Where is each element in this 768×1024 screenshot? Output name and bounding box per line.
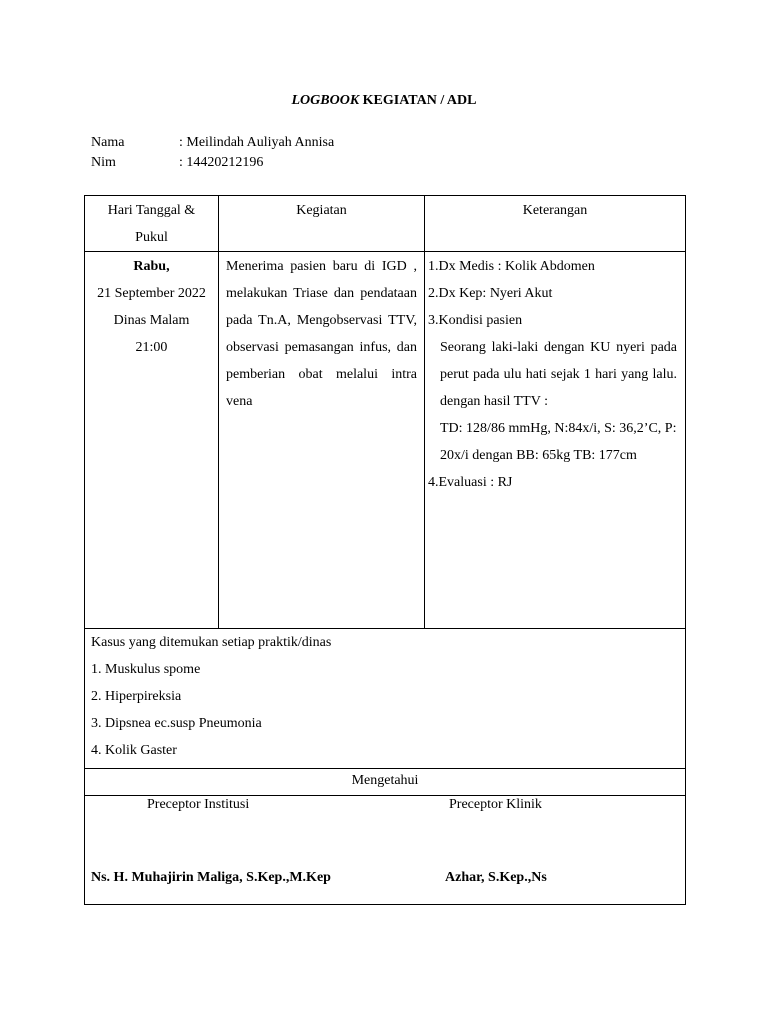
list-item: 4. Kolik Gaster	[91, 743, 177, 758]
signature-row	[85, 796, 686, 905]
notes-cell	[425, 252, 686, 629]
time-label: 21:00	[135, 340, 168, 355]
right-signer-name: Azhar, S.Kep.,Ns	[445, 870, 547, 885]
evaluasi: 4.Evaluasi : RJ	[428, 475, 513, 490]
nim-label: Nim	[91, 155, 116, 170]
day-label: Rabu,	[133, 259, 170, 274]
logbook-table	[84, 195, 686, 905]
header-date: Hari Tanggal & Pukul	[85, 196, 219, 252]
header-activity: Kegiatan	[219, 196, 425, 252]
cases-cell	[85, 629, 686, 769]
header-notes: Keterangan	[425, 196, 686, 252]
list-item: 3. Dipsnea ec.susp Pneumonia	[91, 716, 262, 731]
page-title: LOGBOOK KEGIATAN / ADL	[291, 93, 477, 108]
signature-cell	[85, 796, 686, 905]
cases-row	[85, 629, 686, 769]
date-cell	[85, 252, 219, 629]
right-signer-title: Preceptor Klinik	[449, 797, 542, 812]
nim-row	[91, 155, 263, 171]
shift-label: Dinas Malam	[113, 313, 190, 328]
kondisi-desc: Seorang laki-laki dengan KU nyeri pada perut pada ulu hati sejak 1 hari yang lalu. dengan hasil TTV :	[440, 340, 677, 409]
table-row	[85, 252, 686, 629]
acknowledge-row	[85, 769, 686, 796]
list-item: 2. Hiperpireksia	[91, 689, 182, 704]
acknowledge-label: Mengetahui	[85, 769, 686, 796]
nim-value: : 14420212196	[179, 155, 264, 170]
list-item: 1. Muskulus spome	[91, 662, 201, 677]
name-label: Nama	[91, 135, 125, 150]
name-value: : Meilindah Auliyah Annisa	[179, 135, 335, 150]
activity-cell: Menerima pasien baru di IGD , melakukan Triase dan pendataan pada Tn.A, Mengobservasi TTV, observasi pemasangan infus, dan pemberian obat melalui intra vena	[219, 252, 425, 629]
dx-medis: 1.Dx Medis : Kolik Abdomen	[428, 259, 595, 274]
left-signer-name: Ns. H. Muhajirin Maliga, S.Kep.,M.Kep	[91, 870, 331, 885]
name-row	[91, 135, 334, 151]
date-label: 21 September 2022	[97, 286, 206, 301]
table-header-row	[85, 196, 686, 252]
cases-heading: Kasus yang ditemukan setiap praktik/dinas	[91, 635, 332, 650]
ttv-values: TD: 128/86 mmHg, N:84x/i, S: 36,2’C, P: 20x/i dengan BB: 65kg TB: 177cm	[440, 421, 677, 463]
dx-kep: 2.Dx Kep: Nyeri Akut	[428, 286, 553, 301]
left-signer-title: Preceptor Institusi	[147, 797, 250, 812]
kondisi-heading: 3.Kondisi pasien	[428, 313, 523, 328]
